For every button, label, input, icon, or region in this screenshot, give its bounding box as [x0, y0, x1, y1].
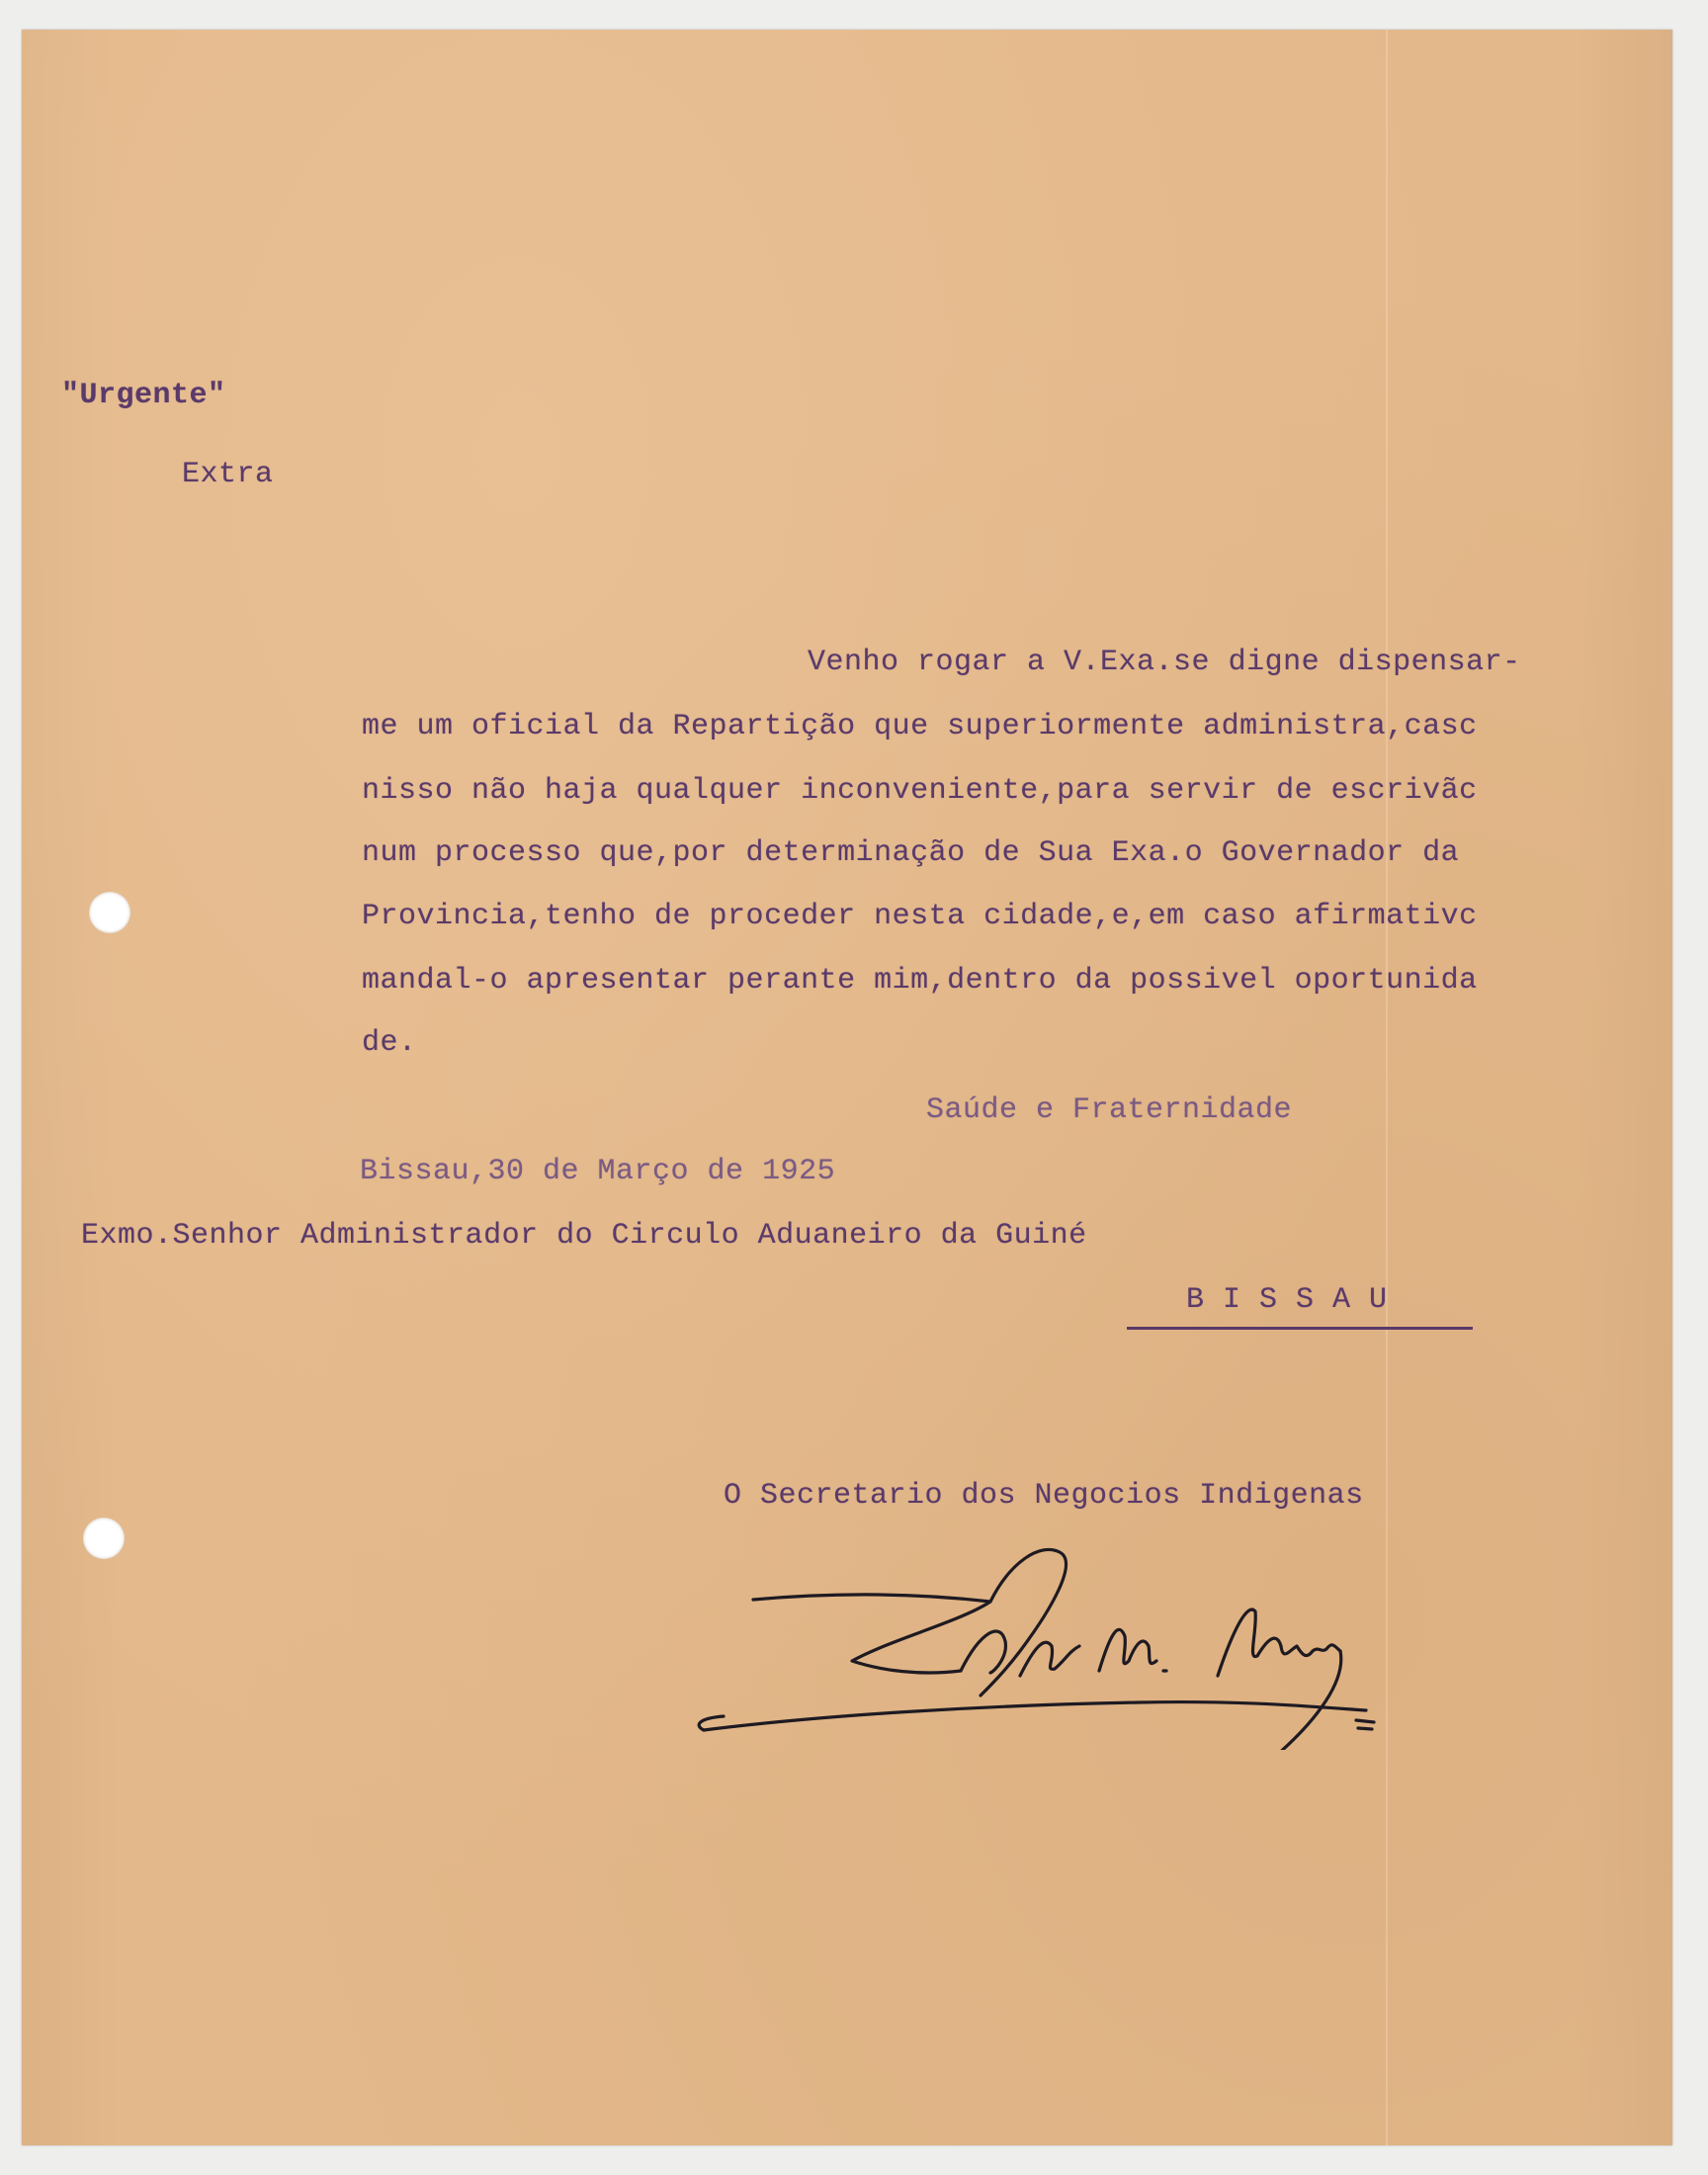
body-line: Venho rogar a V.Exa.se digne dispensar- — [808, 646, 1521, 679]
signatory-title: O Secretario dos Negocios Indigenas — [724, 1479, 1364, 1513]
place-date: Bissau,30 de Março de 1925 — [360, 1155, 836, 1188]
closing-salutation: Saúde e Fraternidade — [926, 1093, 1293, 1127]
paper-fold — [1386, 30, 1388, 2145]
extra-label: Extra — [182, 458, 274, 491]
body-line: de. — [362, 1026, 417, 1060]
body-line: num processo que,por determinação de Sua Exa.o Governador da — [362, 836, 1460, 870]
body-line: me um oficial da Repartição que superiormente administra,casc — [362, 710, 1478, 743]
addressee-line: Exmo.Senhor Administrador do Circulo Aduaneiro da Guiné — [81, 1219, 1087, 1253]
addressee-city: B I S S A U — [1186, 1283, 1388, 1317]
body-line: mandal-o apresentar perante mim,dentro da possivel oportunida — [362, 964, 1478, 998]
body-line: nisso não haja qualquer inconveniente,para servir de escrivãc — [362, 774, 1478, 808]
punch-hole-lower — [83, 1518, 125, 1559]
city-underline — [1127, 1327, 1473, 1330]
body-line: Provincia,tenho de proceder nesta cidade,e,em caso afirmativc — [362, 900, 1478, 933]
punch-hole-upper — [89, 892, 130, 933]
urgent-label: "Urgente" — [61, 379, 226, 412]
handwritten-signature — [664, 1522, 1415, 1750]
letter-page — [22, 30, 1672, 2145]
